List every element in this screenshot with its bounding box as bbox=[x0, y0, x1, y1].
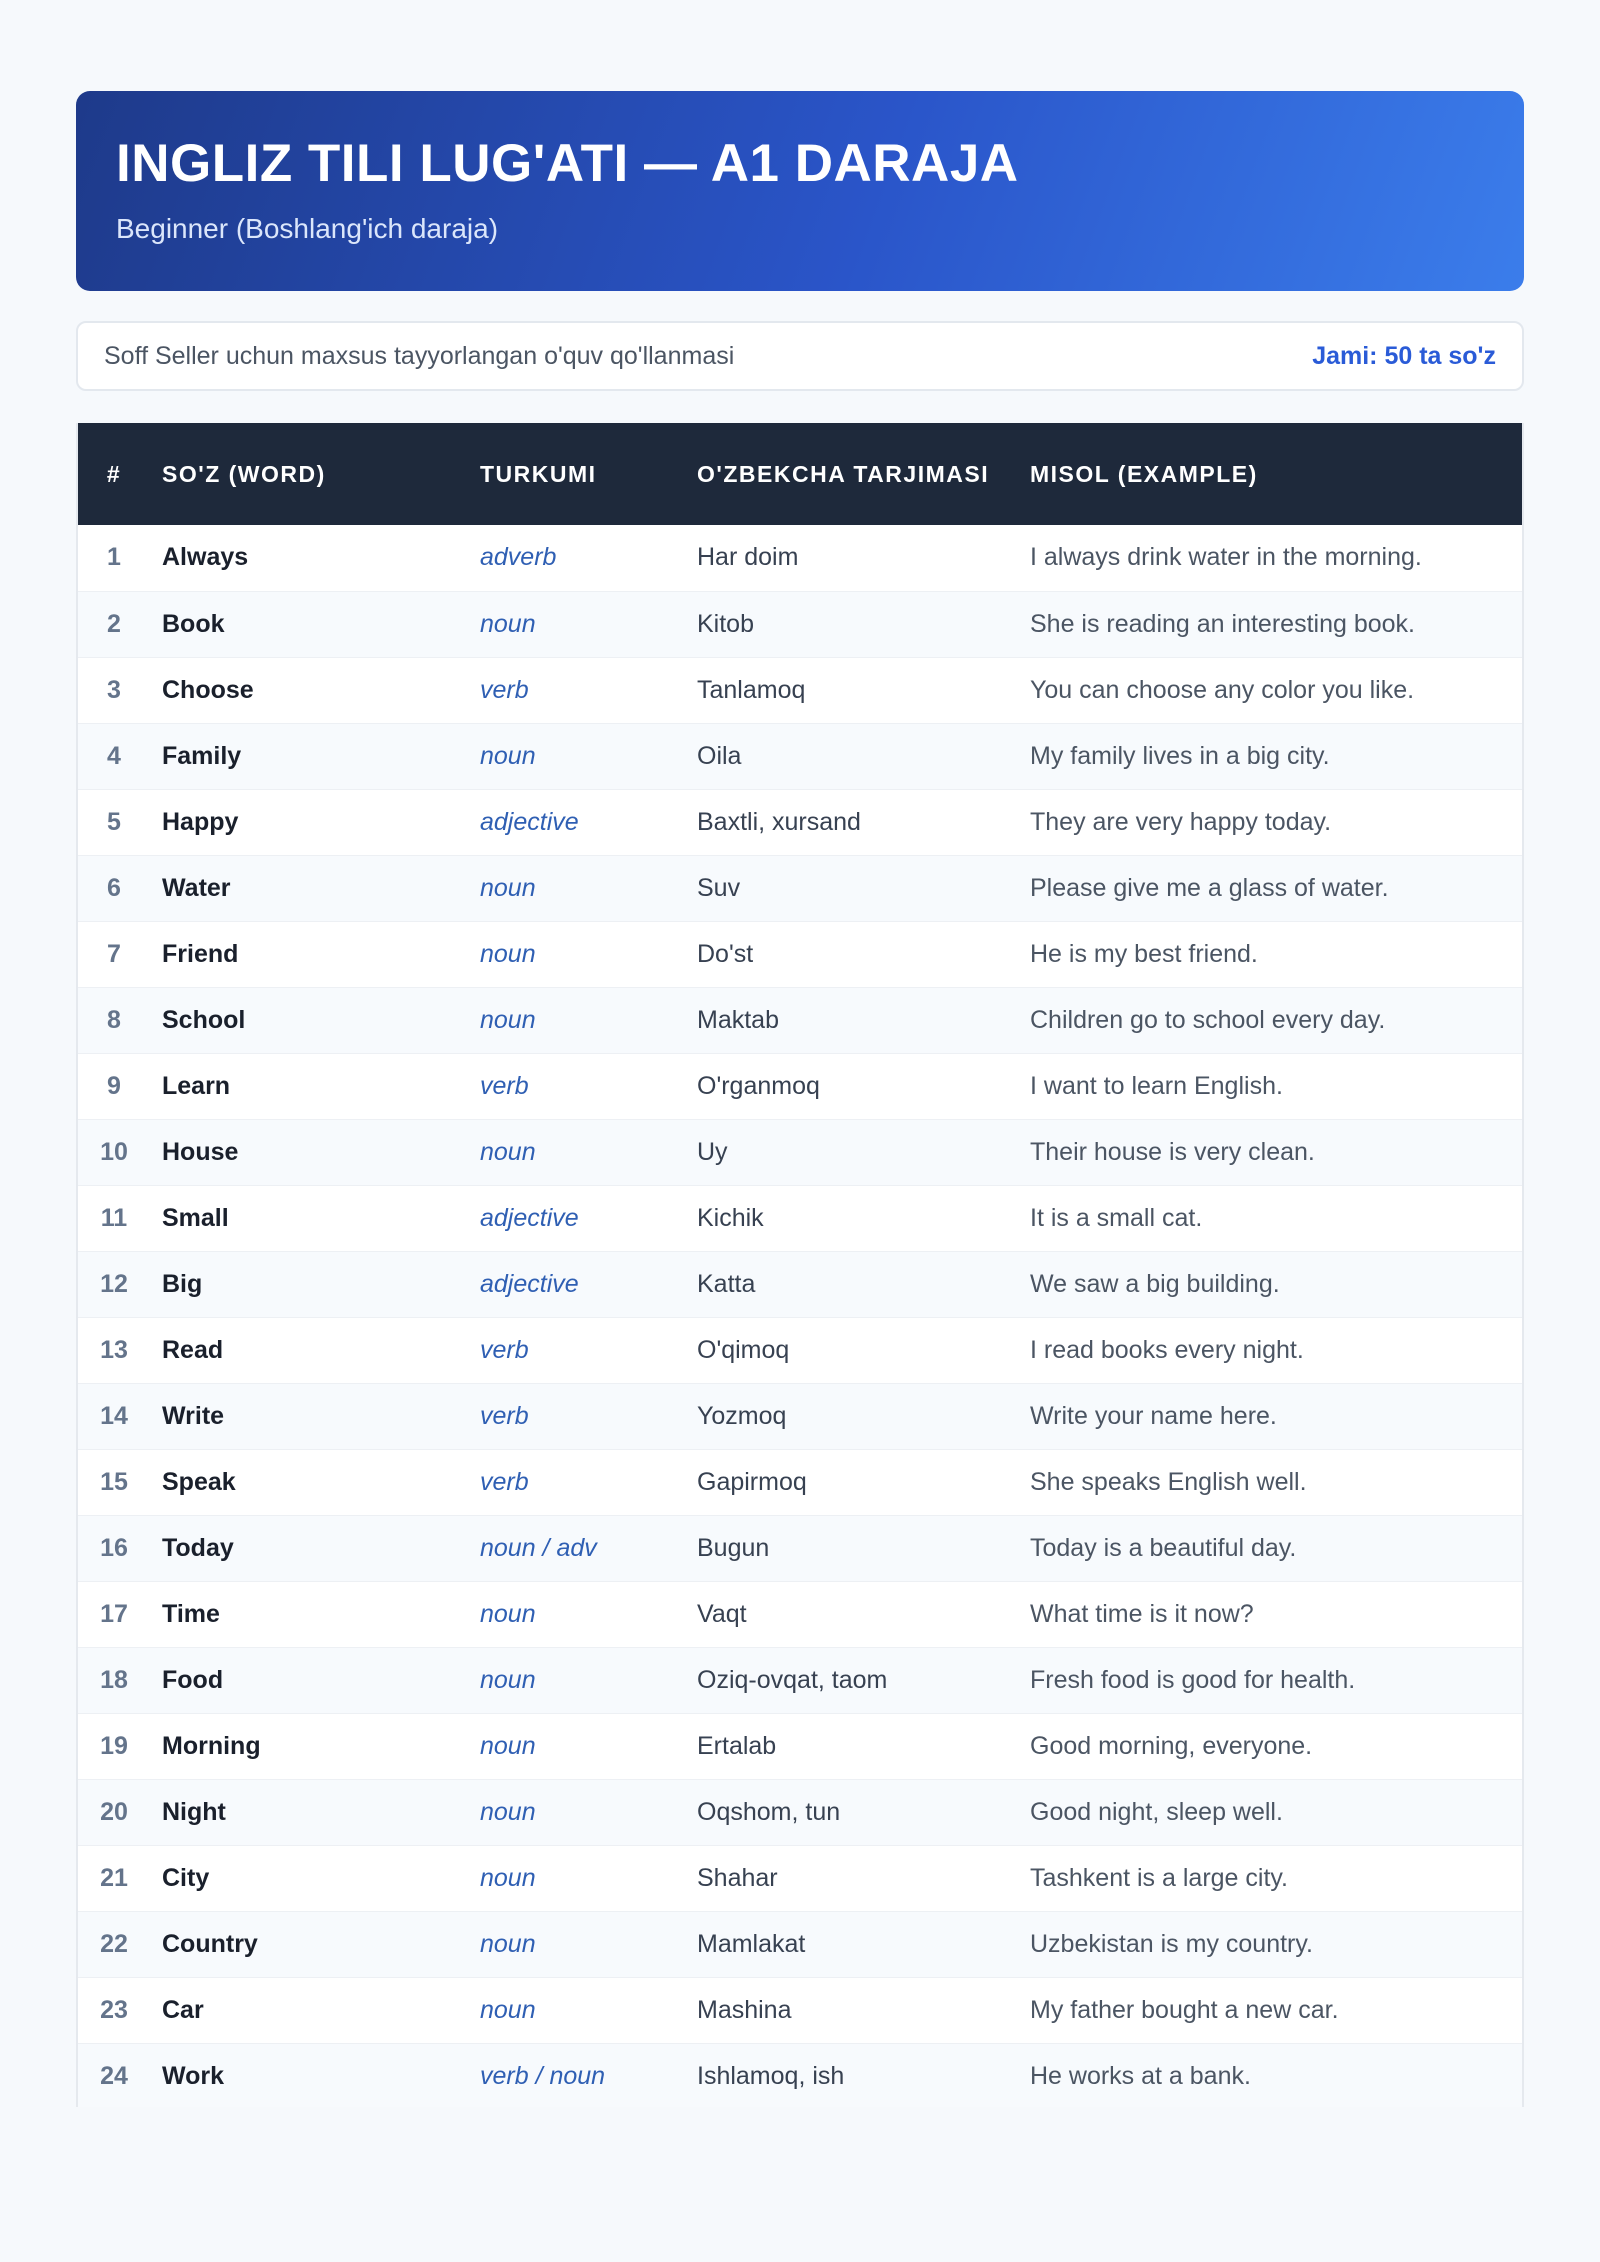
cell-example: They are very happy today. bbox=[1030, 807, 1332, 836]
cell-example: Tashkent is a large city. bbox=[1030, 1863, 1288, 1892]
cell-translation: Katta bbox=[697, 1269, 756, 1298]
table-row bbox=[78, 987, 1522, 1053]
table-row bbox=[78, 723, 1522, 789]
cell-number: 9 bbox=[107, 1071, 121, 1100]
cell-example: He is my best friend. bbox=[1030, 939, 1258, 968]
cell-word: Always bbox=[162, 543, 249, 572]
table-row bbox=[78, 921, 1522, 987]
cell-number: 22 bbox=[100, 1929, 128, 1958]
cell-example: We saw a big building. bbox=[1030, 1269, 1280, 1298]
cell-translation: Ishlamoq, ish bbox=[697, 2061, 845, 2090]
table-row bbox=[78, 855, 1522, 921]
cell-part-of-speech: noun bbox=[480, 1797, 536, 1826]
cell-part-of-speech: noun bbox=[480, 1665, 536, 1694]
cell-example: He works at a bank. bbox=[1030, 2061, 1251, 2090]
column-header-translation: O'ZBEKCHA TARJIMASI bbox=[697, 461, 990, 487]
table-body bbox=[78, 525, 1522, 2107]
info-note: Soff Seller uchun maxsus tayyorlangan o'quv qo'llanmasi bbox=[104, 341, 735, 370]
header-banner bbox=[76, 91, 1524, 291]
cell-example: Good morning, everyone. bbox=[1030, 1731, 1313, 1760]
cell-example: What time is it now? bbox=[1030, 1599, 1254, 1628]
cell-word: City bbox=[162, 1863, 210, 1892]
cell-number: 11 bbox=[100, 1203, 128, 1232]
cell-translation: Maktab bbox=[697, 1005, 779, 1034]
cell-part-of-speech: verb / noun bbox=[480, 2061, 606, 2090]
cell-example: Fresh food is good for health. bbox=[1030, 1665, 1356, 1694]
cell-part-of-speech: noun bbox=[480, 1005, 536, 1034]
cell-translation: Bugun bbox=[697, 1533, 770, 1562]
cell-example: It is a small cat. bbox=[1030, 1203, 1203, 1232]
cell-word: Water bbox=[162, 873, 231, 902]
cell-word: Morning bbox=[162, 1731, 261, 1760]
cell-word: School bbox=[162, 1005, 246, 1034]
cell-example: My father bought a new car. bbox=[1030, 1995, 1339, 2024]
cell-translation: Ertalab bbox=[697, 1731, 777, 1760]
cell-word: Write bbox=[162, 1401, 225, 1430]
cell-example: Good night, sleep well. bbox=[1030, 1797, 1283, 1826]
table-row bbox=[78, 789, 1522, 855]
cell-part-of-speech: verb bbox=[480, 1071, 529, 1100]
cell-word: Car bbox=[162, 1995, 204, 2024]
cell-example: Their house is very clean. bbox=[1030, 1137, 1315, 1166]
cell-example: Please give me a glass of water. bbox=[1030, 873, 1389, 902]
cell-example: I read books every night. bbox=[1030, 1335, 1304, 1364]
cell-word: Food bbox=[162, 1665, 224, 1694]
cell-number: 3 bbox=[107, 675, 121, 704]
cell-translation: Yozmoq bbox=[697, 1401, 787, 1430]
cell-part-of-speech: adjective bbox=[480, 807, 579, 836]
table-row bbox=[78, 1845, 1522, 1911]
cell-part-of-speech: verb bbox=[480, 1401, 529, 1430]
cell-number: 15 bbox=[100, 1467, 128, 1496]
table-row bbox=[78, 1449, 1522, 1515]
cell-word: Time bbox=[162, 1599, 220, 1628]
cell-translation: Shahar bbox=[697, 1863, 778, 1892]
cell-number: 24 bbox=[100, 2061, 128, 2090]
table-row bbox=[78, 1383, 1522, 1449]
column-header-example: MISOL (EXAMPLE) bbox=[1030, 461, 1258, 487]
column-header-number: # bbox=[106, 461, 122, 487]
cell-part-of-speech: adjective bbox=[480, 1269, 579, 1298]
cell-word: Work bbox=[162, 2061, 225, 2090]
table-row bbox=[78, 1779, 1522, 1845]
table-row bbox=[78, 1119, 1522, 1185]
table-row bbox=[78, 1317, 1522, 1383]
cell-translation: Oqshom, tun bbox=[697, 1797, 841, 1826]
cell-part-of-speech: noun bbox=[480, 1731, 536, 1760]
cell-word: Book bbox=[162, 609, 225, 638]
cell-number: 14 bbox=[100, 1401, 128, 1430]
cell-example: I always drink water in the morning. bbox=[1030, 543, 1422, 572]
cell-number: 20 bbox=[100, 1797, 128, 1826]
cell-translation: Kitob bbox=[697, 609, 754, 638]
table-row bbox=[78, 1647, 1522, 1713]
cell-word: Learn bbox=[162, 1071, 231, 1100]
cell-word: Read bbox=[162, 1335, 224, 1364]
page-title: INGLIZ TILI LUG'ATI — A1 DARAJA bbox=[116, 134, 1019, 193]
cell-example: She speaks English well. bbox=[1030, 1467, 1307, 1496]
cell-part-of-speech: noun / adv bbox=[480, 1533, 597, 1562]
cell-example: My family lives in a big city. bbox=[1030, 741, 1330, 770]
cell-word: Friend bbox=[162, 939, 239, 968]
cell-number: 16 bbox=[100, 1533, 128, 1562]
cell-translation: Uy bbox=[697, 1137, 728, 1166]
cell-part-of-speech: noun bbox=[480, 873, 536, 902]
table-row bbox=[78, 525, 1522, 591]
cell-word: Big bbox=[162, 1269, 203, 1298]
cell-translation: Suv bbox=[697, 873, 741, 902]
cell-example: Write your name here. bbox=[1030, 1401, 1277, 1430]
cell-number: 5 bbox=[107, 807, 121, 836]
cell-part-of-speech: verb bbox=[480, 675, 529, 704]
table-row bbox=[78, 1911, 1522, 1977]
cell-word: Choose bbox=[162, 675, 254, 704]
cell-translation: Gapirmoq bbox=[697, 1467, 807, 1496]
table-header-row bbox=[78, 423, 1522, 525]
cell-number: 21 bbox=[100, 1863, 128, 1892]
cell-translation: Kichik bbox=[697, 1203, 764, 1232]
cell-number: 13 bbox=[100, 1335, 128, 1364]
cell-number: 17 bbox=[100, 1599, 128, 1628]
cell-word: Today bbox=[162, 1533, 234, 1562]
cell-example: I want to learn English. bbox=[1030, 1071, 1283, 1100]
cell-number: 6 bbox=[107, 873, 121, 902]
cell-part-of-speech: adverb bbox=[480, 543, 557, 572]
cell-word: Country bbox=[162, 1929, 258, 1958]
vocabulary-table bbox=[78, 423, 1522, 2107]
table-row bbox=[78, 1053, 1522, 1119]
table-row bbox=[78, 591, 1522, 657]
cell-number: 1 bbox=[107, 543, 121, 572]
table-row bbox=[78, 657, 1522, 723]
cell-example: You can choose any color you like. bbox=[1030, 675, 1415, 704]
cell-number: 4 bbox=[107, 741, 121, 770]
page-subtitle: Beginner (Boshlang'ich daraja) bbox=[116, 213, 499, 245]
cell-word: House bbox=[162, 1137, 239, 1166]
cell-number: 10 bbox=[100, 1137, 128, 1166]
cell-example: Children go to school every day. bbox=[1030, 1005, 1386, 1034]
cell-translation: Vaqt bbox=[697, 1599, 747, 1628]
cell-word: Happy bbox=[162, 807, 239, 836]
cell-part-of-speech: noun bbox=[480, 1863, 536, 1892]
cell-example: Today is a beautiful day. bbox=[1030, 1533, 1297, 1562]
cell-part-of-speech: adjective bbox=[480, 1203, 579, 1232]
cell-number: 18 bbox=[100, 1665, 128, 1694]
table-row bbox=[78, 1515, 1522, 1581]
column-header-word: SO'Z (WORD) bbox=[162, 461, 326, 487]
cell-part-of-speech: noun bbox=[480, 1929, 536, 1958]
vocabulary-table-container bbox=[76, 423, 1524, 2107]
cell-part-of-speech: verb bbox=[480, 1335, 529, 1364]
cell-example: She is reading an interesting book. bbox=[1030, 609, 1415, 638]
word-count-badge: Jami: 50 ta so'z bbox=[1312, 341, 1496, 370]
cell-part-of-speech: noun bbox=[480, 939, 536, 968]
cell-translation: Tanlamoq bbox=[697, 675, 806, 704]
table-row bbox=[78, 1251, 1522, 1317]
cell-number: 19 bbox=[100, 1731, 128, 1760]
table-row bbox=[78, 1713, 1522, 1779]
column-header-part-of-speech: TURKUMI bbox=[480, 461, 597, 487]
cell-translation: Har doim bbox=[697, 543, 799, 572]
cell-number: 23 bbox=[100, 1995, 128, 2024]
cell-word: Family bbox=[162, 741, 242, 770]
cell-translation: Mashina bbox=[697, 1995, 792, 2024]
cell-part-of-speech: noun bbox=[480, 1599, 536, 1628]
cell-part-of-speech: verb bbox=[480, 1467, 529, 1496]
cell-number: 12 bbox=[100, 1269, 128, 1298]
cell-translation: Oziq-ovqat, taom bbox=[697, 1665, 888, 1694]
cell-number: 7 bbox=[107, 939, 121, 968]
table-row bbox=[78, 1185, 1522, 1251]
cell-translation: O'rganmoq bbox=[697, 1071, 820, 1100]
cell-word: Night bbox=[162, 1797, 226, 1826]
cell-part-of-speech: noun bbox=[480, 1995, 536, 2024]
table-row bbox=[78, 1581, 1522, 1647]
cell-translation: Mamlakat bbox=[697, 1929, 806, 1958]
cell-translation: Do'st bbox=[697, 939, 754, 968]
cell-word: Speak bbox=[162, 1467, 236, 1496]
table-row bbox=[78, 1977, 1522, 2043]
cell-number: 2 bbox=[107, 609, 121, 638]
cell-number: 8 bbox=[107, 1005, 121, 1034]
cell-translation: Oila bbox=[697, 741, 742, 770]
cell-word: Small bbox=[162, 1203, 229, 1232]
cell-part-of-speech: noun bbox=[480, 609, 536, 638]
info-bar bbox=[76, 321, 1524, 391]
table-row bbox=[78, 2043, 1522, 2107]
cell-part-of-speech: noun bbox=[480, 1137, 536, 1166]
cell-example: Uzbekistan is my country. bbox=[1030, 1929, 1313, 1958]
cell-translation: Baxtli, xursand bbox=[697, 807, 861, 836]
cell-part-of-speech: noun bbox=[480, 741, 536, 770]
cell-translation: O'qimoq bbox=[697, 1335, 790, 1364]
